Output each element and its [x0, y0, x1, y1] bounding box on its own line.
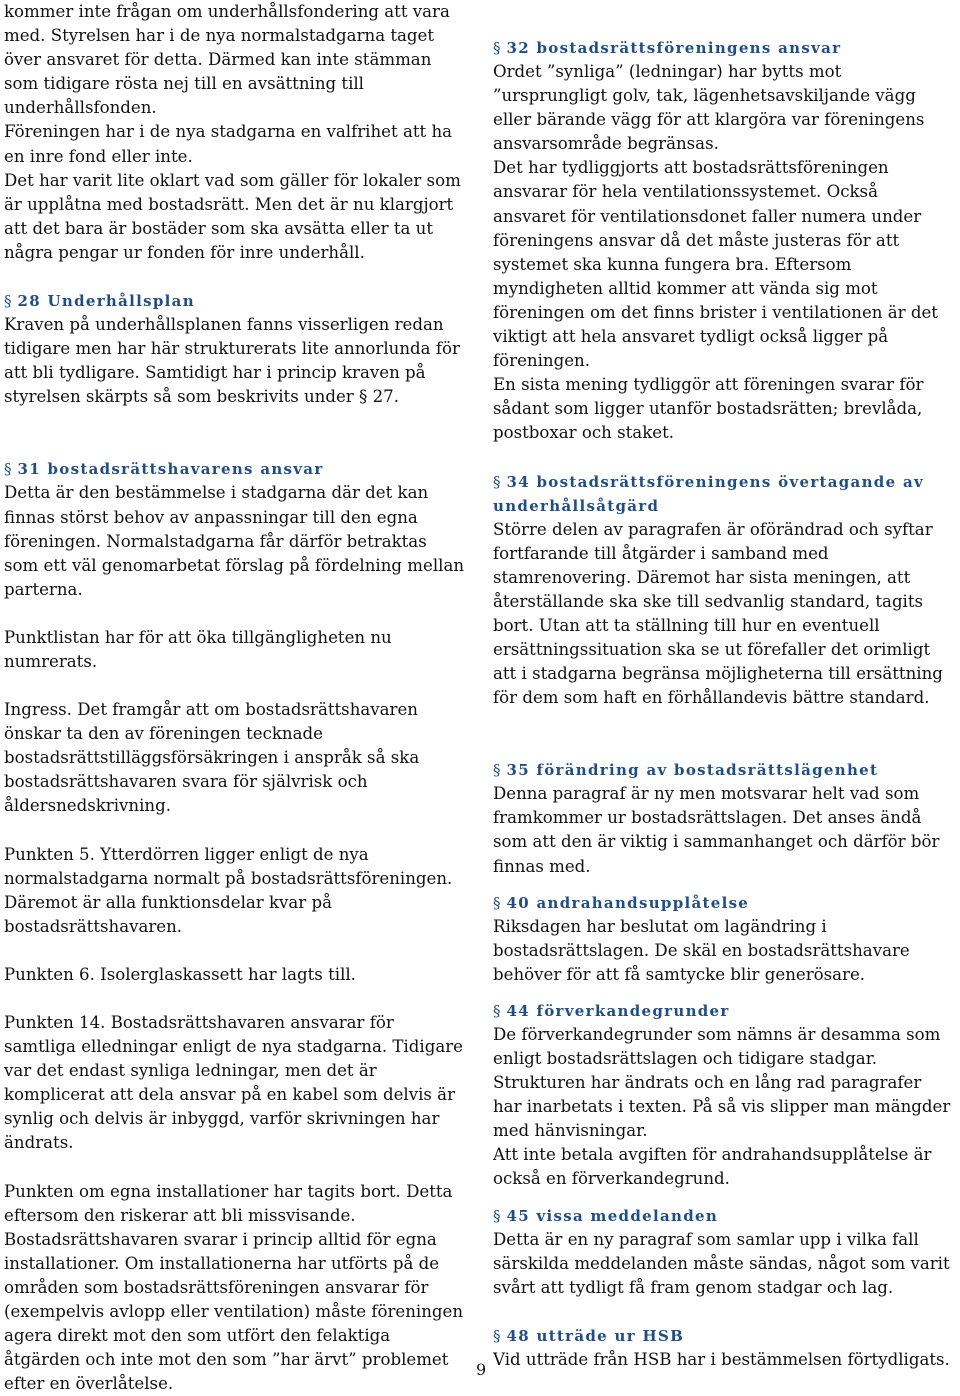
section-paragraph: Kraven på underhållsplanen fanns visserligen redan tidigare men har här strukturerats lite annorlunda för att bli tydligare. Samtidigt har i princip kraven på styrelsen skärpts så som beskrivits under § 27.: [4, 315, 460, 407]
section-paragraph: Punktlistan har för att öka tillgängligheten nu numrerats.: [4, 627, 392, 671]
right-column: [493, 36, 955, 1372]
section-symbol: §: [493, 1206, 501, 1225]
section-heading: § 35 förändring av bostadsrättslägenhet: [493, 761, 879, 780]
section-paragraph: Detta är en ny paragraf som samlar upp i vilka fall särskilda meddelanden måste sändas, något som varit svårt att tydligt få fram genom stadgar och lag.: [493, 1229, 950, 1297]
section-31: [4, 457, 466, 1396]
section-45: [493, 1204, 955, 1300]
section-44: [493, 999, 955, 1192]
intro-paragraph-2: Föreningen har i de nya stadgarna en valfrihet att ha en inre fond eller inte.: [4, 122, 453, 166]
section-heading: § 28 Underhållsplan: [4, 292, 195, 311]
section-symbol: §: [4, 292, 12, 311]
section-paragraph: Vid utträde från HSB har i bestämmelsen förtydligats.: [493, 1349, 950, 1369]
section-symbol: §: [4, 460, 12, 479]
section-paragraph: Punkten om egna installationer har tagits bort. Detta eftersom den riskerar att bli missvisande. Bostadsrättshavaren svarar i princip alltid för egna installationer. Om installationerna har utförts på de områden som bostadsrättsföreningen ansvarar för (exempelvis avlopp eller ventilation) måste föreningen agera direkt mot den som utfört den felaktiga åtgärden och inte mot den som ”har ärvt” problemet efter en överlåtelse.: [4, 1181, 464, 1394]
section-heading: § 34 bostadsrättsföreningens övertagande av underhållsåtgärd: [493, 472, 924, 515]
section-paragraph: De förverkandegrunder som nämns är desamma som enligt bostadsrättslagen och tidigare stadgar. Strukturen har ändrats och en lång rad paragrafer har inarbetats i texten. På så vis slipper man mängder med hänvisningar.: [493, 1024, 951, 1141]
section-35: [493, 758, 955, 878]
section-48: [493, 1324, 955, 1372]
section-paragraph: Ingress. Det framgår att om bostadsrättshavaren önskar ta den av föreningen tecknade bostadsrättstilläggsförsäkringen i anspråk så ska bostadsrättshavaren svara för självrisk och åldersnedskrivning.: [4, 700, 420, 816]
section-paragraph: Riksdagen har beslutat om lagändring i bostadsrättslagen. De skäl en bostadsrättshavare behöver för att få samtycke blir generösare.: [493, 916, 910, 984]
section-symbol: §: [493, 1001, 501, 1020]
section-heading: § 40 andrahandsupplåtelse: [493, 893, 750, 912]
intro-paragraph-3: Det har varit lite oklart vad som gäller för lokaler som är upplåtna med bostadsrätt. Men det är nu klargjort att det bara är bostäder som ska avsätta eller ta ut några pengar ur fonden för inre underhåll.: [4, 170, 461, 262]
section-paragraph: Denna paragraf är ny men motsvarar helt vad som framkommer ur bostadsrättslagen. Det anses ändå som att den är viktig i sammanhanget och därför bör finnas med.: [493, 784, 940, 876]
section-heading: § 48 utträde ur HSB: [493, 1326, 685, 1345]
section-32: [493, 36, 955, 446]
section-28: [4, 289, 466, 409]
section-40: [493, 891, 955, 987]
section-paragraph: En sista mening tydliggör att föreningen svarar för sådant som ligger utanför bostadsrätten; brevlåda, postboxar och staket.: [493, 375, 924, 443]
section-heading: § 44 förverkandegrunder: [493, 1001, 730, 1020]
intro-paragraph-1: kommer inte frågan om underhållsfondering att vara med. Styrelsen har i de nya normalstadgarna taget över ansvaret för detta. Därmed kan inte stämman som tidigare rösta nej till en avsättning till underhållsfonden.: [4, 2, 450, 118]
section-symbol: §: [493, 1326, 501, 1345]
section-heading: § 32 bostadsrättsföreningens ansvar: [493, 39, 842, 57]
section-paragraph: Att inte betala avgiften för andrahandsupplåtelse är också en förverkandegrund.: [493, 1145, 932, 1189]
section-symbol: §: [493, 761, 501, 780]
section-paragraph: Punkten 5. Ytterdörren ligger enligt de nya normalstadgarna normalt på bostadsrättsföreningen. Däremot är alla funktionsdelar kvar på bostadsrättshavaren.: [4, 844, 453, 936]
section-paragraph: Ordet ”synliga” (ledningar) har bytts mot ”ursprungligt golv, tak, lägenhetsavskiljande vägg eller bärande vägg för att klargöra var föreningens ansvarsområde begränsas.: [493, 62, 925, 154]
section-paragraph: Större delen av paragrafen är oförändrad och syftar fortfarande till åtgärder i samband med stamrenovering. Däremot har sista meningen, att återställande ska ske till sedvanlig standard, tagits bort. Utan att ta ställning till hur en eventuell ersättningssituation ska se ut förefaller det orimligt att i stadgarna begränsa möjligheterna till ersättning för dem som haft en förhållandevis bättre standard.: [493, 519, 943, 708]
left-column: [4, 0, 466, 1396]
section-paragraph: Punkten 14. Bostadsrättshavaren ansvarar för samtliga elledningar enligt de nya stadgarna. Tidigare var det endast synliga ledningar, men det är komplicerat att dela ansvar på en kabel som delvis är synlig och delvis är inbyggd, varför skrivningen har ändrats.: [4, 1013, 463, 1153]
section-symbol: §: [493, 472, 501, 491]
section-paragraph: Det har tydliggjorts att bostadsrättsföreningen ansvarar för hela ventilationssystemet. Också ansvaret för ventilationsdonet faller numera under föreningens ansvar då det måste justeras för att systemet ska kunna fungera bra. Eftersom myndigheten alltid kommer att vända sig mot föreningen om det finns brister i ventilationen är det viktigt att hela ansvaret tydligt också ligger på föreningen.: [493, 158, 938, 371]
page-number: 9: [476, 1360, 487, 1379]
section-paragraph: Detta är den bestämmelse i stadgarna där det kan finnas störst behov av anpassningar till den egna föreningen. Normalstadgarna får därför betraktas som ett väl genomarbetat förslag på fördelning mellan parterna.: [4, 483, 465, 599]
section-symbol: §: [493, 39, 501, 57]
section-heading: § 45 vissa meddelanden: [493, 1206, 719, 1225]
section-34: [493, 470, 955, 711]
section-paragraph: Punkten 6. Isolerglaskassett har lagts till.: [4, 964, 356, 984]
section-symbol: §: [493, 893, 501, 912]
section-heading: § 31 bostadsrättshavarens ansvar: [4, 460, 324, 479]
